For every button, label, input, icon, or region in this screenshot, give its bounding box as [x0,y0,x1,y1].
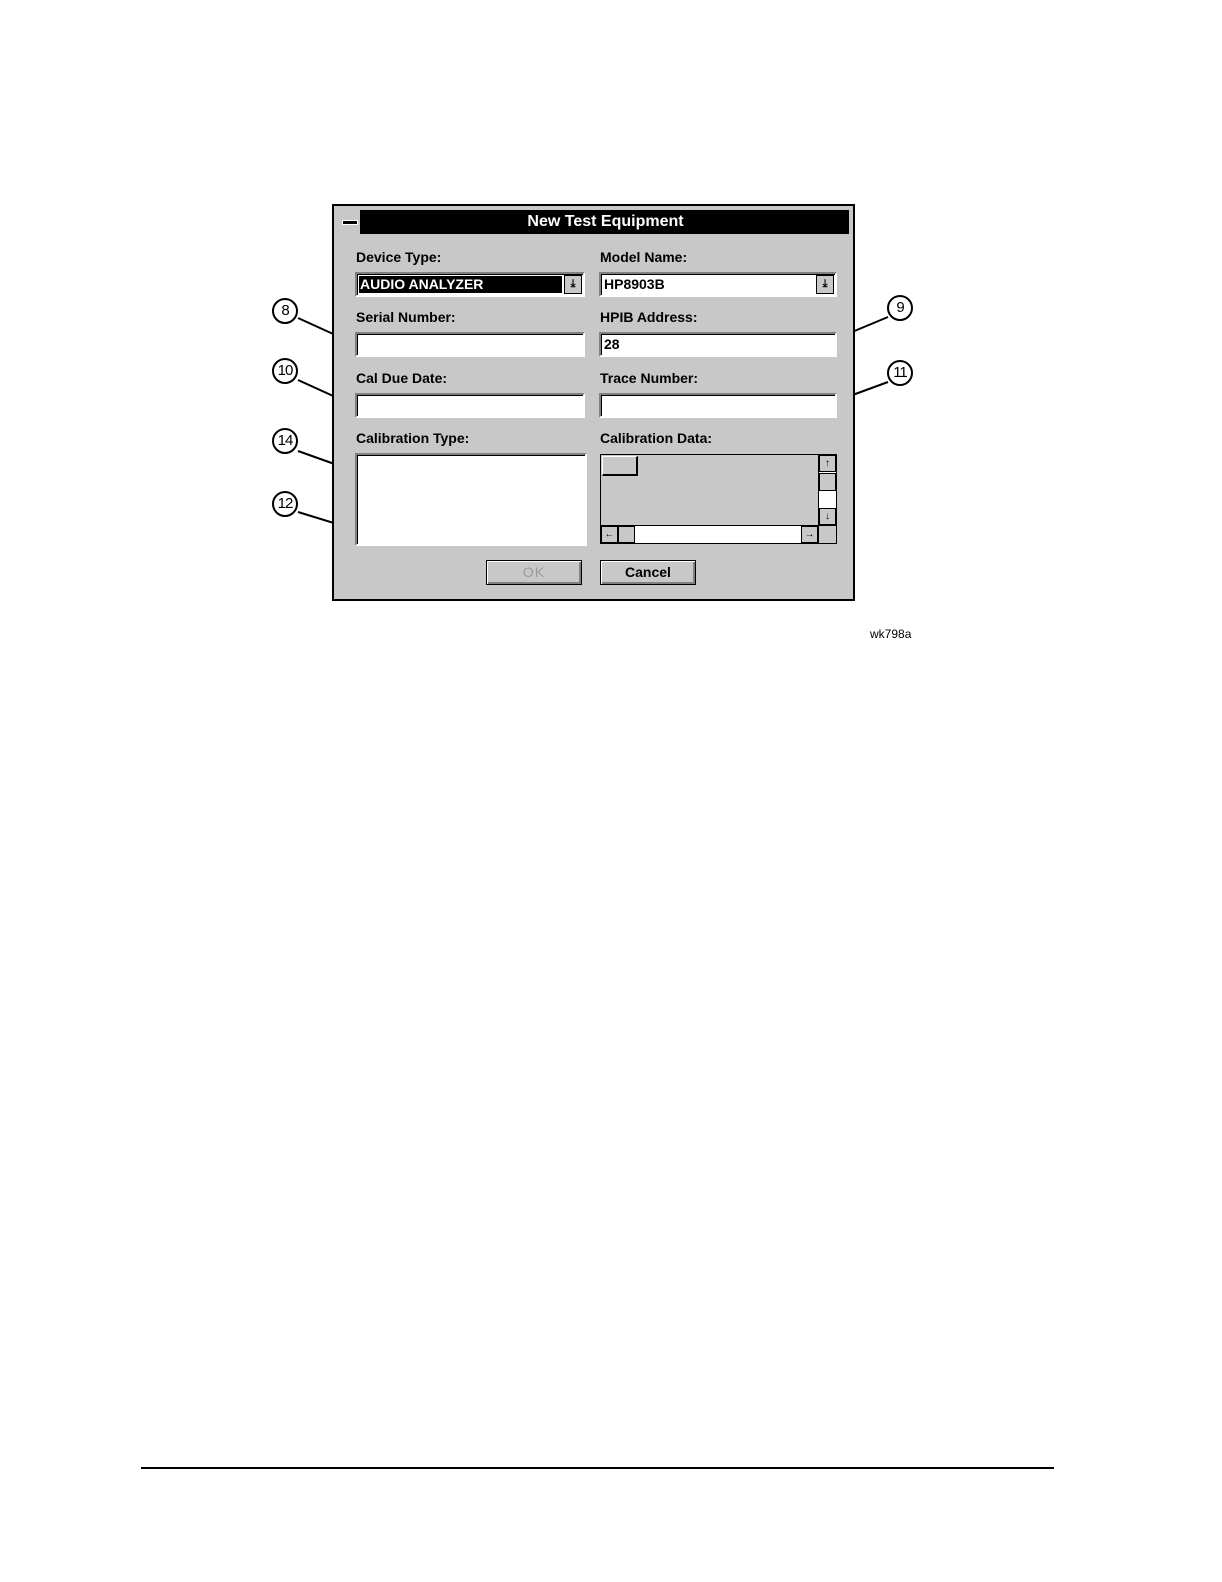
system-menu-icon[interactable] [338,210,362,234]
model-name-value: HP8903B [604,276,665,292]
hpib-address-input[interactable]: 28 [599,332,837,357]
cancel-button[interactable]: Cancel [600,560,696,585]
scrollbar-corner [818,525,836,543]
model-name-label: Model Name: [600,249,688,265]
new-test-equipment-dialog [332,204,855,601]
dialog-title: New Test Equipment [527,213,684,230]
scroll-down-icon[interactable]: ↓ [819,508,836,525]
device-type-label: Device Type: [356,249,442,265]
calibration-type-list[interactable] [355,453,587,546]
callout-10: 10 [272,358,298,384]
scroll-thumb-horizontal[interactable] [618,526,635,543]
cal-due-date-label: Cal Due Date: [356,370,448,386]
grid-header-cell[interactable] [602,456,638,476]
dropdown-arrow-icon[interactable]: ⤓ [564,275,582,294]
title-bar[interactable] [338,210,849,234]
serial-number-input[interactable] [355,332,585,357]
trace-number-input[interactable] [599,393,837,418]
calibration-type-label: Calibration Type: [356,430,470,446]
figure-id: wk798a [870,627,912,641]
calibration-data-label: Calibration Data: [600,430,713,446]
calibration-data-grid[interactable] [600,454,837,544]
trace-number-label: Trace Number: [600,370,699,386]
device-type-value: AUDIO ANALYZER [359,276,562,293]
scroll-thumb[interactable] [819,473,836,491]
scroll-up-icon[interactable]: ↑ [819,455,836,472]
callout-9: 9 [887,295,913,321]
callout-8: 8 [272,298,298,324]
callout-14: 14 [272,428,298,454]
callout-12: 12 [272,491,298,517]
model-name-select[interactable] [599,272,837,297]
serial-number-label: Serial Number: [356,309,456,325]
scroll-right-icon[interactable]: → [801,526,818,543]
dropdown-arrow-icon[interactable]: ⤓ [816,275,834,294]
callout-11: 11 [887,360,913,386]
hpib-address-label: HPIB Address: [600,309,698,325]
ok-button[interactable]: OK [486,560,582,585]
vertical-scrollbar[interactable] [818,455,836,525]
device-type-select[interactable] [355,272,585,297]
horizontal-scrollbar[interactable] [601,525,818,543]
scroll-left-icon[interactable]: ← [601,526,618,543]
footer-rule [141,1467,1054,1469]
cal-due-date-input[interactable] [355,393,585,418]
